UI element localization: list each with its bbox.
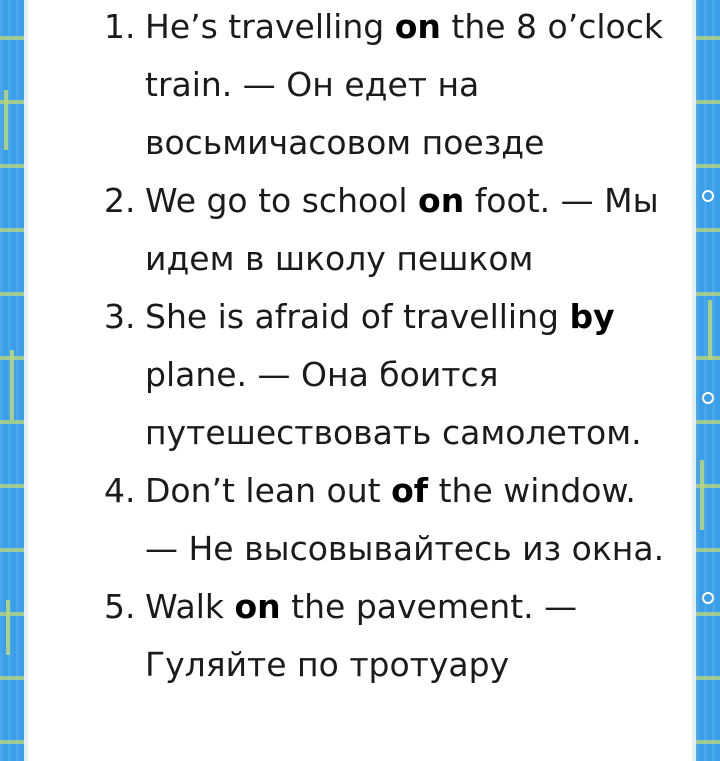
item-number: 3. [104,297,136,336]
content-panel [24,0,696,761]
list-item [24,0,696,172]
circle-ornament-icon [702,392,714,404]
list-item [24,172,696,288]
circle-ornament-icon [702,592,714,604]
sentence-after: foot. — Мы идем в школу пешком [145,181,659,278]
preposition: on [418,181,465,220]
list-item [24,288,696,462]
circle-ornament-icon [702,190,714,202]
sentence-list [24,0,696,694]
list-item [24,462,696,578]
border-ornament [10,350,14,420]
sentence-before: She is afraid of travelling [145,297,570,336]
preposition: by [569,297,615,336]
item-number: 4. [104,471,136,510]
item-number: 1. [104,7,136,46]
sentence-before: We go to school [145,181,419,220]
preposition: on [394,7,441,46]
preposition: on [234,587,281,626]
sentence-before: Don’t lean out [145,471,392,510]
border-ornament [708,300,712,360]
list-item [24,578,696,694]
sentence-before: Walk [145,587,235,626]
left-decorative-border [0,0,24,761]
sentence-before: He’s travelling [145,7,395,46]
item-number: 2. [104,181,136,220]
right-decorative-border [696,0,720,761]
item-number: 5. [104,587,136,626]
preposition: of [391,471,429,510]
border-ornament [700,460,704,530]
border-ornament [4,90,8,150]
sentence-after: plane. — Она боится путешествовать самолетом. [145,355,642,452]
sentence-after: the window. — Не высовывайтесь из окна. [145,471,665,568]
sentence-after: the pavement. — Гуляйте по тротуару [145,587,578,684]
sentence-after: the 8 o’clock train. — Он едет на восьмичасовом поезде [145,7,663,162]
border-ornament [6,600,10,655]
